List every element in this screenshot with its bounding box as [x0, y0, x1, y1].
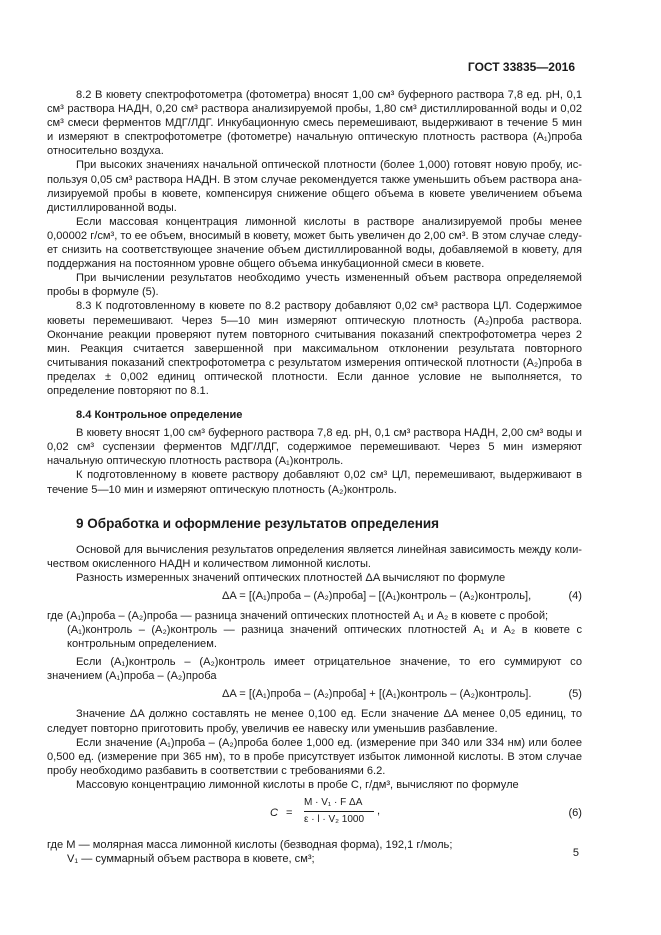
- formula-6-denominator: ε · l · V₂ 1000: [304, 814, 365, 826]
- where-formula-4-b: (A₁)контроль – (A₂)контроль — разница значений оптических плотностей A₁ и A₂ в кювете с контрольным определением.: [67, 624, 582, 651]
- formula-4-number: (4): [568, 590, 582, 602]
- where-formula-6-a: где M — молярная масса лимонной кислоты (безводная форма), 192,1 г/моль;: [47, 839, 453, 852]
- formula-6-tail: ,: [377, 805, 381, 818]
- where-formula-4-a: где (A₁)проба – (A₂)проба — разница значений оптических плотностей A₁ и A₂ в кювете с пробой;: [47, 610, 549, 622]
- page-content: [47, 88, 582, 866]
- formula-6: [47, 796, 582, 832]
- page-number: 5: [572, 847, 579, 859]
- paragraph-mass-concentration: Если массовая концентрация лимонной кислоты в растворе анализируемой пробы менее 0,00002 г/см³, то ее объем, вносимый в кювету, может быть увеличен до 2,00 см³. В этом случае следует снизить на соответствующее значение объем дистиллированной воды, добавляемой в кювету, для поддержания на постоянном уровне общего объема инкубационной смеси в кювете.: [47, 215, 582, 271]
- paragraph-calculation-note: При вычислении результатов необходимо учесть измененный объем раствора определяемой пробы в формуле (5).: [47, 272, 582, 299]
- paragraph-8-2: 8.2 В кювету спектрофотометра (фотометра) вносят 1,00 см³ буферного раствора 7,8 ед. рН, 0,1 см³ раствора НАДН, 0,20 см³ раствора анализируемой пробы, 1,80 см³ дистиллированной воды и 0,02 см³ смеси ферментов МДГ/ЛДГ. Инкубационную смесь перемешивают, выдерживают в течение 5 мин и измеряют в спектрофотометре (фотометре) начальную оптическую плотность раствора (A₁)проба относительно воздуха.: [47, 89, 582, 158]
- paragraph-8-3: 8.3 К подготовленному в кювете по 8.2 раствору добавляют 0,02 см³ раствора ЦЛ. Содержимое кюветы перемешивают. Через 5—10 мин измеряют оптическую плотность (A₂)проба раствора. Окончание реакции проверяют путем повторного считывания показаний спектрофотометра через 2 мин. Реакция считается завершенной при максимальном отклонении результата повторного считывания показаний спектрофотометра с результатом измерения оптической плотности (A₂)проба в пределах ± 0,002 единиц оптической плотности. Если данное условие не выполняется, то определение повторяют по 8.1.: [47, 300, 582, 397]
- paragraph-negative-value: Если (A₁)контроль – (A₂)контроль имеет отрицательное значение, то его суммируют со значением (A₁)проба – (A₂)проба: [47, 656, 582, 683]
- document-standard-header: ГОСТ 33835—2016: [467, 60, 575, 74]
- where-formula-6-b: V₁ — суммарный объем раствора в кювете, см³;: [67, 853, 315, 866]
- formula-5-number: (5): [568, 688, 582, 701]
- paragraph-8-4-a: В кювету вносят 1,00 см³ буферного раствора 7,8 ед. рН, 0,1 см³ раствора НАДН, 2,00 см³ воды и 0,02 см³ суспензии ферментов МДГ/ЛДГ, содержимое перемешивают. Через 5 мин измеряют начальную оптическую плотность раствора (A₁)контроль.: [47, 427, 582, 468]
- paragraph-8-4-b: К подготовленному в кювете раствору добавляют 0,02 см³ ЦЛ, перемешивают, выдерживают в течение 5—10 мин и измеряют оптическую плотность (A₂)контроль.: [47, 469, 582, 496]
- formula-6-number: (6): [568, 807, 582, 820]
- paragraph-excess: Если значение (A₁)проба – (A₂)проба более 1,000 ед. (измерение при 340 или 334 нм) или более 0,500 ед. (измерение при 365 нм), то в пробе присутствует избыток лимонной кислоты. В этом случае пробу необходимо разбавить в соответствии с требованиями 6.2.: [47, 736, 582, 777]
- paragraph-high-density: При высоких значениях начальной оптической плотности (более 1,000) готовят новую пробу, используя 0,05 см³ раствора НАДН. В этом случае рекомендуется также уменьшить объем раствора анализируемой пробы в кювете, компенсируя снижение общего объема в кювете увеличением объема дистиллированной воды.: [47, 159, 582, 214]
- paragraph-9-a: Основой для вычисления результатов определения является линейная зависимость между количеством окисленного НАДН и количеством лимонной кислоты.: [47, 543, 582, 570]
- formula-5: [47, 687, 582, 703]
- formula-6-numerator: M · V₁ · F ΔA: [304, 797, 363, 809]
- formula-4: [47, 589, 582, 605]
- formula-6-equals: =: [286, 807, 293, 820]
- formula-5-expression: ΔA = [(A₁)проба – (A₂)проба] + [(A₁)контроль – (A₂)контроль].: [222, 688, 532, 701]
- section-heading-9: 9 Обработка и оформление результатов определения: [76, 515, 440, 531]
- paragraph-delta-value: Значение ΔA должно составлять не менее 0,100 ед. Если значение ΔA менее 0,05 единиц, то следует повторно приготовить пробу, увеличив ее навеску или уменьшив разбавление.: [47, 708, 582, 735]
- paragraph-9-b: Разность измеренных значений оптических плотностей ΔA вычисляют по формуле: [76, 571, 506, 584]
- formula-4-expression: ΔA = [(A₁)проба – (A₂)проба] – [(A₁)контроль – (A₂)контроль],: [222, 590, 532, 602]
- formula-6-lhs: C: [270, 807, 279, 820]
- paragraph-concentration: Массовую концентрацию лимонной кислоты в пробе С, г/дм³, вычисляют по формуле: [76, 778, 519, 791]
- fraction-bar: [304, 811, 374, 812]
- section-heading-8-4: 8.4 Контрольное определение: [76, 409, 243, 422]
